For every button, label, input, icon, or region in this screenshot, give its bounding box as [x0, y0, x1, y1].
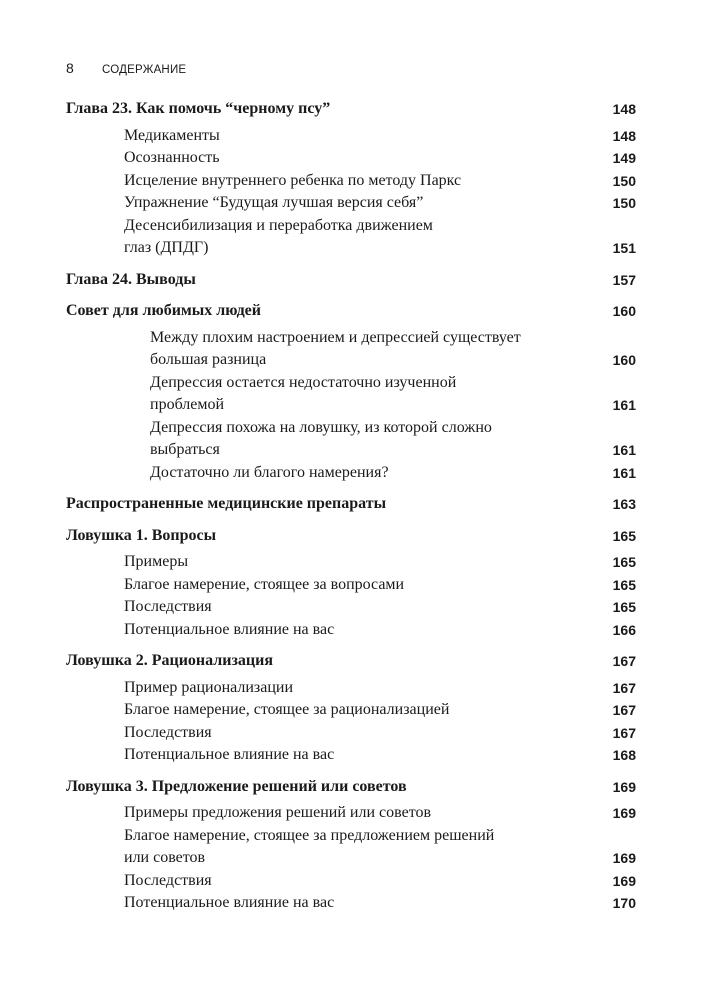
subentry-title: Примеры	[124, 553, 189, 570]
chapter-title: Совет для любимых людей	[66, 302, 261, 319]
toc-chapter-entry[interactable]	[66, 650, 636, 673]
subentry-title: проблемой	[150, 396, 225, 413]
subentry-title: Исцеление внутреннего ребенка по методу Паркс	[124, 171, 462, 189]
toc-subentry-line[interactable]	[66, 802, 636, 825]
subentry-title: Потенциальное влияние на вас	[124, 620, 335, 638]
chapter-title: Глава 23. Как помочь “черному псу”	[66, 100, 331, 117]
subentry-title: Последствия	[124, 871, 212, 889]
toc-chapter-entry[interactable]	[66, 300, 636, 323]
toc-subentry-line[interactable]	[66, 147, 636, 170]
subentry-title: Пример рационализации	[124, 678, 294, 696]
chapter-title: Ловушка 3. Предложение решений или советов	[66, 777, 407, 795]
subentry-page-number: 161	[612, 464, 636, 481]
subentry-title: глаз (ДПДГ)	[124, 239, 209, 256]
subentry-page-number: 167	[612, 702, 636, 718]
toc-chapter-entry[interactable]	[66, 493, 636, 516]
toc-chapter-entry[interactable]	[66, 776, 636, 799]
subentry-page-number: 160	[612, 352, 636, 368]
subentry-page-number: 151	[612, 240, 636, 256]
subentry-title: Медикаменты	[124, 126, 220, 144]
toc-subentry-line[interactable]	[66, 192, 636, 215]
running-title: СОДЕРЖАНИЕ	[102, 64, 187, 76]
toc-subentry-line[interactable]	[66, 699, 636, 722]
toc-section	[66, 493, 636, 516]
toc-chapter-entry[interactable]	[66, 525, 636, 548]
subentry-page-number: 167	[612, 724, 636, 741]
subentry-title: Потенциальное влияние на вас	[124, 894, 335, 911]
toc-subentry-line[interactable]	[66, 847, 636, 870]
subentry-page-number: 161	[612, 442, 636, 458]
page-number: 8	[66, 60, 74, 76]
toc-subentry-line[interactable]	[66, 596, 636, 619]
subentry-page-number: 150	[612, 172, 636, 189]
toc-subentry-line[interactable]	[66, 677, 636, 700]
subentry-title: или советов	[124, 849, 206, 866]
subentry-page-number: 166	[612, 621, 636, 638]
toc-section	[66, 98, 636, 260]
toc-section	[66, 776, 636, 915]
chapter-page-number: 167	[612, 653, 636, 669]
toc-subentry-line[interactable]	[66, 215, 636, 238]
subentry-page-number: 169	[612, 850, 636, 866]
subentry-page-number: 150	[612, 195, 636, 211]
subentry-page-number: 165	[612, 599, 636, 615]
chapter-page-number: 157	[612, 271, 636, 288]
chapter-page-number: 160	[612, 303, 636, 319]
toc-subentry-line[interactable]	[66, 722, 636, 745]
subentry-title: Упражнение “Будущая лучшая версия себя”	[124, 194, 424, 211]
chapter-title: Ловушка 1. Вопросы	[66, 526, 217, 544]
subentry-title: Благое намерение, стоящее за предложением решений	[124, 826, 495, 844]
toc-subentry-line[interactable]	[66, 327, 636, 350]
subentry-page-number: 165	[612, 576, 636, 593]
subentry-title: большая разница	[150, 351, 267, 368]
subentry-page-number: 161	[612, 397, 636, 413]
chapter-title: Распространенные медицинские препараты	[66, 495, 387, 512]
chapter-page-number: 169	[612, 778, 636, 795]
toc-subentry-line[interactable]	[66, 417, 636, 440]
subentry-title: Последствия	[124, 723, 212, 741]
toc-section	[66, 269, 636, 292]
toc-subentry-line[interactable]	[66, 825, 636, 848]
subentry-title: Последствия	[124, 598, 212, 615]
subentry-page-number: 168	[612, 747, 636, 763]
toc-subentry-line[interactable]	[66, 574, 636, 597]
chapter-title: Глава 24. Выводы	[66, 270, 196, 288]
toc-subentry-line[interactable]	[66, 892, 636, 915]
subentry-title: Благое намерение, стоящее за вопросами	[124, 575, 405, 593]
toc-subentry-line[interactable]	[66, 237, 636, 260]
subentry-title: Достаточно ли благого намерения?	[150, 463, 389, 481]
toc-section	[66, 525, 636, 642]
subentry-title: Осознанность	[124, 149, 220, 166]
toc-chapter-entry[interactable]	[66, 269, 636, 292]
chapter-title: Ловушка 2. Рационализация	[66, 652, 273, 669]
subentry-page-number: 167	[612, 679, 636, 696]
subentry-page-number: 148	[612, 127, 636, 144]
subentry-title: Между плохим настроением и депрессией существует	[150, 328, 521, 346]
subentry-page-number: 169	[612, 872, 636, 889]
toc-subentry-line[interactable]	[66, 125, 636, 148]
subentry-page-number: 169	[612, 805, 636, 821]
subentry-title: Депрессия остается недостаточно изученной	[150, 373, 457, 391]
subentry-title: Десенсибилизация и переработка движением	[124, 216, 433, 234]
chapter-page-number: 163	[612, 496, 636, 512]
toc-subentry-line[interactable]	[66, 170, 636, 193]
toc-subentry-line[interactable]	[66, 551, 636, 574]
running-head	[66, 60, 186, 76]
toc-subentry-line[interactable]	[66, 394, 636, 417]
subentry-title: Примеры предложения решений или советов	[124, 804, 432, 821]
toc-subentry-line[interactable]	[66, 372, 636, 395]
toc-section	[66, 650, 636, 767]
subentry-page-number: 170	[612, 895, 636, 911]
subentry-title: Депрессия похожа на ловушку, из которой сложно	[150, 418, 492, 436]
subentry-title: Потенциальное влияние на вас	[124, 746, 335, 763]
toc-chapter-entry[interactable]	[66, 98, 636, 121]
toc-subentry-line[interactable]	[66, 462, 636, 485]
toc-subentry-line[interactable]	[66, 439, 636, 462]
chapter-page-number: 165	[612, 527, 636, 544]
toc-subentry-line[interactable]	[66, 619, 636, 642]
toc-subentry-line[interactable]	[66, 870, 636, 893]
toc-subentry-line[interactable]	[66, 349, 636, 372]
subentry-page-number: 165	[612, 554, 636, 570]
toc-section	[66, 300, 636, 484]
toc-subentry-line[interactable]	[66, 744, 636, 767]
table-of-contents	[66, 98, 636, 924]
subentry-page-number: 149	[612, 150, 636, 166]
subentry-title: выбраться	[150, 441, 220, 458]
subentry-title: Благое намерение, стоящее за рационализацией	[124, 701, 450, 718]
chapter-page-number: 148	[612, 101, 636, 117]
